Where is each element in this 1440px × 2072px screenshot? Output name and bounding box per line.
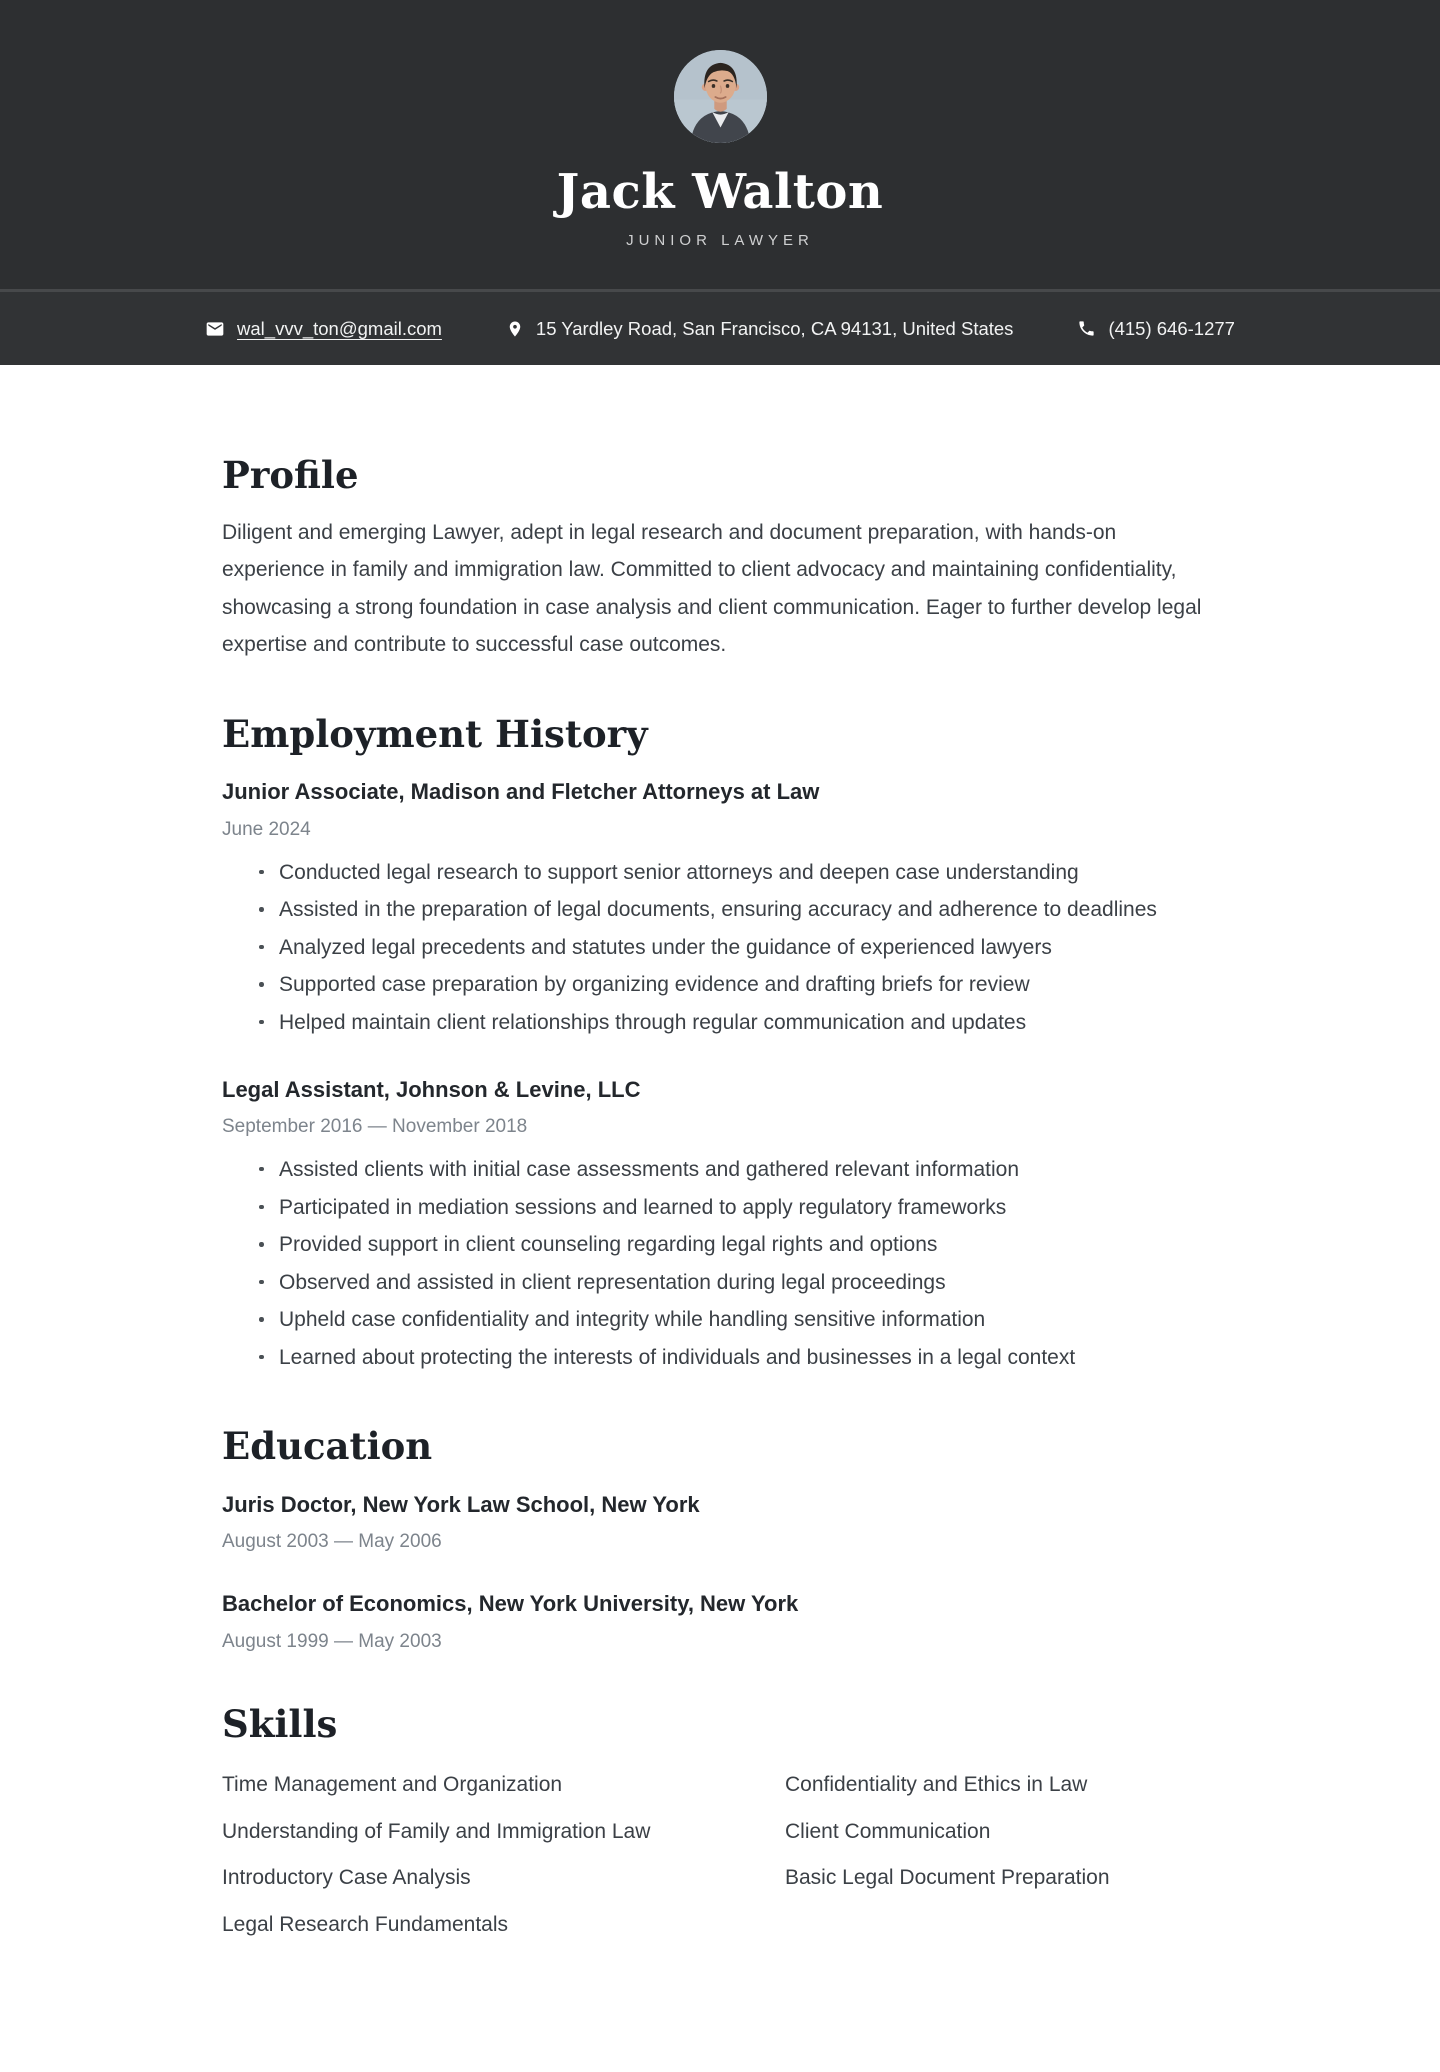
address-text: 15 Yardley Road, San Francisco, CA 94131, United States (535, 317, 1014, 339)
contact-phone (1077, 318, 1235, 340)
skill-item: Understanding of Family and Immigration Law (222, 1819, 651, 1843)
skill-item: Introductory Case Analysis (222, 1866, 471, 1890)
bullet-item: Upheld case confidentiality and integrity while handling sensitive information (222, 1301, 1218, 1339)
education-title: Bachelor of Economics, New York University, New York (222, 1591, 799, 1617)
job-entry (222, 778, 1218, 1041)
bullet-item: Provided support in client counseling regarding legal rights and options (222, 1226, 1218, 1264)
skills-heading: Skills (222, 1701, 338, 1746)
phone-icon (1077, 319, 1096, 338)
job-dates: September 2016 — November 2018 (222, 1116, 528, 1138)
job-entry (222, 1076, 1218, 1377)
bullet-item: Assisted in the preparation of legal documents, ensuring accuracy and adherence to deadlines (222, 891, 1218, 929)
education-heading: Education (222, 1424, 433, 1469)
contact-address (506, 318, 1014, 340)
bullet-item: Supported case preparation by organizing evidence and drafting briefs for review (222, 966, 1218, 1004)
education-title: Juris Doctor, New York Law School, New York (222, 1491, 700, 1517)
resume-body (222, 365, 1218, 2072)
employment-heading: Employment History (222, 711, 648, 756)
skill-item: Basic Legal Document Preparation (785, 1866, 1110, 1890)
section-employment (222, 712, 1218, 1377)
skill-item: Confidentiality and Ethics in Law (785, 1772, 1088, 1796)
section-education (222, 1424, 1218, 1653)
section-profile (222, 453, 1218, 664)
skill-item: Legal Research Fundamentals (222, 1912, 509, 1936)
phone-text: (415) 646-1277 (1108, 317, 1235, 339)
job-bullet-list (222, 1151, 1218, 1376)
candidate-name: Jack Walton (556, 164, 884, 220)
education-dates: August 1999 — May 2003 (222, 1630, 442, 1652)
profile-photo (674, 50, 767, 143)
bullet-item: Observed and assisted in client representation during legal proceedings (222, 1264, 1218, 1302)
bullet-item: Analyzed legal precedents and statutes under the guidance of experienced lawyers (222, 929, 1218, 967)
skill-item: Client Communication (785, 1819, 991, 1843)
envelope-icon (205, 319, 225, 339)
profile-text: Diligent and emerging Lawyer, adept in legal research and document preparation, with hands-on experience in family and immigration law. Committed to client advocacy and maintaining confidentiality, showcasing a strong foundation in case analysis and client communication. Eager to further develop legal expertise and contribute to successful case outcomes. (222, 520, 1202, 657)
skills-grid (222, 1766, 1218, 1952)
skills-column-left (222, 1766, 655, 1952)
person-portrait-image (674, 50, 767, 143)
bullet-item: Participated in mediation sessions and learned to apply regulatory frameworks (222, 1189, 1218, 1227)
education-dates: August 2003 — May 2006 (222, 1531, 442, 1553)
education-entry (222, 1491, 1218, 1554)
profile-heading: Profile (222, 453, 359, 498)
skill-item: Time Management and Organization (222, 1772, 563, 1796)
email-link[interactable]: wal_vvv_ton@gmail.com (237, 317, 442, 339)
job-dates: June 2024 (222, 818, 311, 840)
education-entry (222, 1590, 1218, 1653)
bullet-item: Assisted clients with initial case assessments and gathered relevant information (222, 1151, 1218, 1189)
location-pin-icon (506, 318, 524, 340)
bullet-item: Conducted legal research to support senior attorneys and deepen case understanding (222, 854, 1218, 892)
section-skills (222, 1702, 1218, 1953)
contact-email (205, 318, 442, 340)
candidate-job-title: JUNIOR LAWYER (626, 232, 814, 250)
bullet-item: Learned about protecting the interests of individuals and businesses in a legal context (222, 1339, 1218, 1377)
job-title: Junior Associate, Madison and Fletcher Attorneys at Law (222, 779, 820, 805)
job-title: Legal Assistant, Johnson & Levine, LLC (222, 1076, 641, 1102)
skills-column-right (785, 1766, 1218, 1906)
resume-header (0, 0, 1440, 289)
contact-bar (0, 289, 1440, 365)
bullet-item: Helped maintain client relationships through regular communication and updates (222, 1004, 1218, 1042)
job-bullet-list (222, 854, 1218, 1042)
